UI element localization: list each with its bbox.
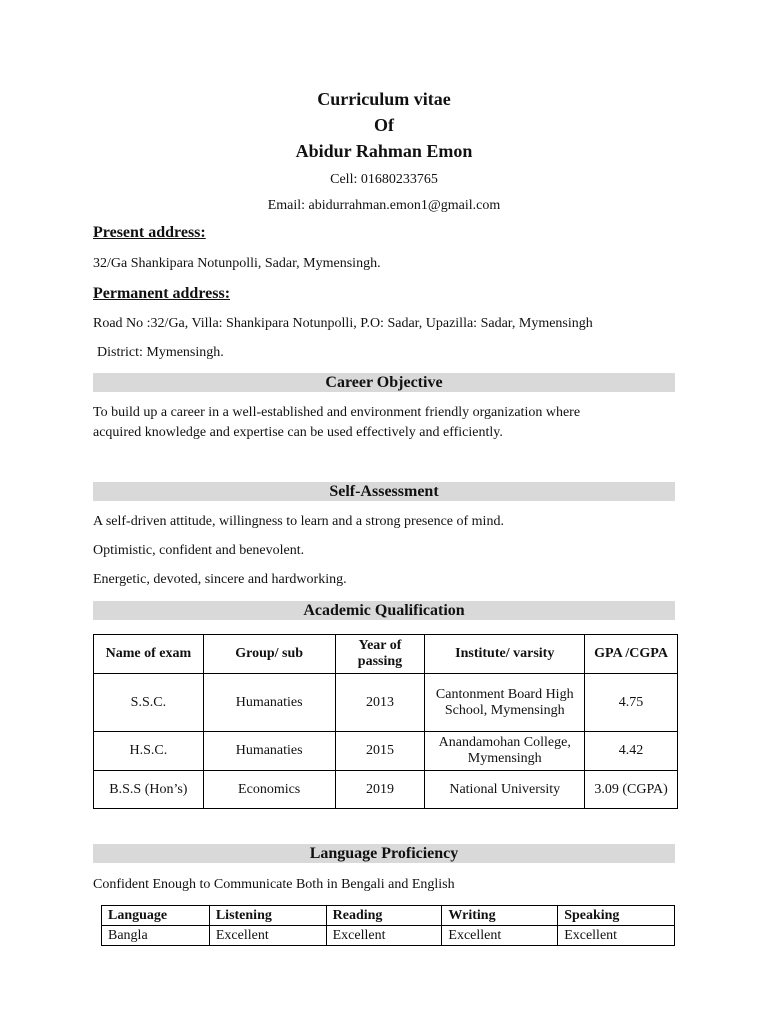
table-cell: Anandamohan College, Mymensingh [425, 732, 585, 771]
language-table [101, 905, 675, 946]
candidate-name: Abidur Rahman Emon [295, 141, 473, 161]
table-cell: 4.75 [585, 674, 678, 732]
table-cell: B.S.S (Hon’s) [94, 771, 204, 809]
career-objective-line2: acquired knowledge and expertise can be used effectively and efficiently. [93, 425, 503, 440]
table-row [94, 771, 678, 809]
cv-title-of: Of [374, 115, 394, 135]
table-cell: 2013 [335, 674, 425, 732]
email-address: Email: abidurrahman.emon1@gmail.com [267, 198, 501, 213]
table-cell: H.S.C. [94, 732, 204, 771]
self-assessment-heading: Self-Assessment [93, 482, 675, 501]
table-cell: Humanaties [203, 674, 335, 732]
career-objective-heading: Career Objective [93, 373, 675, 392]
column-header: Group/ sub [203, 635, 335, 674]
permanent-address-heading: Permanent address: [93, 285, 231, 302]
table-cell: Bangla [102, 926, 210, 946]
table-header-row [102, 906, 675, 926]
table-cell: National University [425, 771, 585, 809]
academic-heading: Academic Qualification [93, 601, 675, 620]
table-cell: Humanaties [203, 732, 335, 771]
career-objective-line1: To build up a career in a well-established and environment friendly organization where [93, 405, 581, 420]
column-header: Name of exam [94, 635, 204, 674]
column-header: Listening [209, 906, 326, 926]
column-header: Speaking [558, 906, 675, 926]
table-cell: S.S.C. [94, 674, 204, 732]
table-cell: Excellent [558, 926, 675, 946]
table-row [102, 926, 675, 946]
self-assessment-item: Optimistic, confident and benevolent. [93, 543, 305, 558]
column-header: Writing [442, 906, 558, 926]
table-row [94, 674, 678, 732]
table-cell: Economics [203, 771, 335, 809]
cell-number: Cell: 01680233765 [330, 172, 438, 187]
table-cell: 3.09 (CGPA) [585, 771, 678, 809]
table-cell: 4.42 [585, 732, 678, 771]
table-cell: Excellent [442, 926, 558, 946]
column-header: Institute/ varsity [425, 635, 585, 674]
academic-table [93, 634, 678, 809]
table-header-row [94, 635, 678, 674]
language-statement: Confident Enough to Communicate Both in Bengali and English [93, 877, 455, 892]
permanent-address-line2: District: Mymensingh. [97, 345, 224, 360]
column-header: Language [102, 906, 210, 926]
table-cell: Excellent [209, 926, 326, 946]
table-cell: 2015 [335, 732, 425, 771]
column-header: Year of passing [335, 635, 425, 674]
self-assessment-item: A self-driven attitude, willingness to learn and a strong presence of mind. [93, 514, 504, 529]
table-row [94, 732, 678, 771]
present-address-text: 32/Ga Shankipara Notunpolli, Sadar, Mymensingh. [93, 256, 381, 271]
column-header: Reading [326, 906, 442, 926]
self-assessment-item: Energetic, devoted, sincere and hardworking. [93, 572, 347, 587]
column-header: GPA /CGPA [585, 635, 678, 674]
present-address-heading: Present address: [93, 224, 206, 241]
permanent-address-line1: Road No :32/Ga, Villa: Shankipara Notunpolli, P.O: Sadar, Upazilla: Sadar, Mymensingh [93, 316, 593, 331]
cv-title: Curriculum vitae [317, 89, 451, 109]
table-cell: 2019 [335, 771, 425, 809]
table-cell: Excellent [326, 926, 442, 946]
table-cell: Cantonment Board High School, Mymensingh [425, 674, 585, 732]
language-heading: Language Proficiency [93, 844, 675, 863]
